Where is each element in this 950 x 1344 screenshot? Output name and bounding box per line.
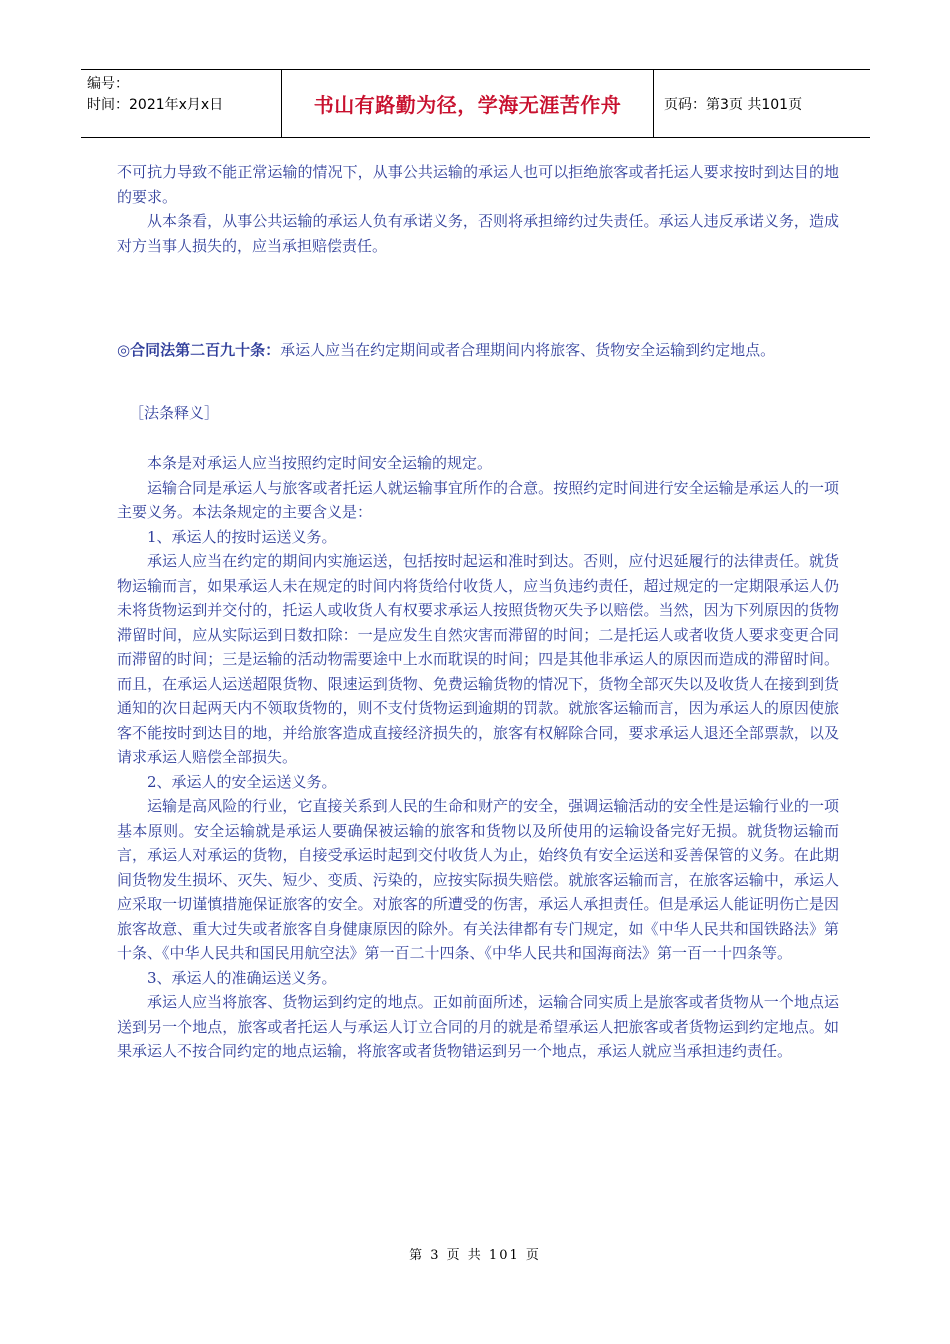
list-item-title: 2、承运人的安全运送义务。 xyxy=(147,772,337,791)
paragraph: 承运人应当将旅客、货物运到约定的地点。正如前面所述，运输合同实质上是旅客或者货物从一个地点运送到另一个地点，旅客或者托运人与承运人订立合同的月的就是希望承运人把旅客或者货物运到约定地点。如果承运人不按合同约定的地点运输，将旅客或者货物错运到另一个地点，承运人就应当承担违约责任。 xyxy=(117,993,839,1060)
paragraph: 本条是对承运人应当按照约定时间安全运输的规定。 xyxy=(147,454,493,472)
page-header xyxy=(81,69,870,138)
article-title: ◎合同法第二百九十条： xyxy=(117,341,281,359)
document-time-label: 时间：2021年x月x日 xyxy=(87,97,224,113)
paragraph: 运输合同是承运人与旅客或者托运人就运输事宜所作的合意。按照约定时间进行安全运输是承运人的一项主要义务。本法条规定的主要含义是： xyxy=(117,478,839,521)
page-footer: 第 3 页 共 101 页 xyxy=(409,1248,541,1263)
header-page-info: 页码：第3页 共101页 xyxy=(664,96,803,113)
article-text: 承运人应当在约定期间或者合理期间内将旅客、货物安全运输到约定地点。 xyxy=(280,341,776,359)
list-item-title: 3、承运人的准确运送义务。 xyxy=(147,968,337,987)
paragraph: 不可抗力导致不能正常运输的情况下，从事公共运输的承运人也可以拒绝旅客或者托运人要求按时到达目的地的要求。 xyxy=(117,163,839,206)
paragraph: 从本条看，从事公共运输的承运人负有承诺义务，否则将承担缔约过失责任。承运人违反承诺义务，造成对方当事人损失的，应当承担赔偿责任。 xyxy=(117,212,839,255)
header-meta xyxy=(81,70,281,137)
header-motto: 书山有路勤为径，学海无涯苦作舟 xyxy=(281,70,654,137)
article-heading xyxy=(117,338,839,363)
document-body xyxy=(117,160,839,1064)
list-item-title: 1、承运人的按时运送义务。 xyxy=(147,527,337,546)
document-number-label: 编号： xyxy=(87,76,129,92)
paragraph: 运输是高风险的行业，它直接关系到人民的生命和财产的安全，强调运输活动的安全性是运输行业的一项基本原则。安全运输就是承运人要确保被运输的旅客和货物以及所使用的运输设备完好无损。就货物运输而言，承运人对承运的货物，自接受承运时起到交付收货人为止，始终负有安全运送和妥善保管的义务。在此期间货物发生损坏、灭失、短少、变质、污染的，应按实际损失赔偿。就旅客运输而言，在旅客运输中，承运人应采取一切谨慎措施保证旅客的安全。对旅客的所遭受的伤害，承运人承担责任。但是承运人能证明伤亡是因旅客故意、重大过失或者旅客自身健康原因的除外。有关法律都有专门规定，如《中华人民共和国铁路法》第十条、《中华人民共和国民用航空法》第一百二十四条、《中华人民共和国海商法》第一百一十四条等。 xyxy=(117,797,839,962)
paragraph: 承运人应当在约定的期间内实施运送，包括按时起运和准时到达。否则，应付迟延履行的法律责任。就货物运输而言，如果承运人未在规定的时间内将货给付收货人，应当负违约责任，超过规定的一定期限承运人仍未将货物运到并交付的，托运人或收货人有权要求承运人按照货物灭失予以赔偿。当然，因为下列原因的货物滞留时间，应从实际运到日数扣除：一是应发生自然灾害而滞留的时间；二是托运人或者收货人要求变更合同而滞留的时间；三是运输的活动物需要途中上水而耽误的时间；四是其他非承运人的原因而造成的滞留时间。而且，在承运人运送超限货物、限速运到货物、免费运输货物的情况下，货物全部灭失以及收货人在接到到货通知的次日起两天内不领取货物的，则不支付货物运到逾期的罚款。就旅客运输而言，因为承运人的原因使旅客不能按时到达目的地，并给旅客造成直接经济损失的，旅客有权解除合同，要求承运人退还全部票款，以及请求承运人赔偿全部损失。 xyxy=(117,552,839,766)
section-heading: ［法条释义］ xyxy=(129,403,220,422)
